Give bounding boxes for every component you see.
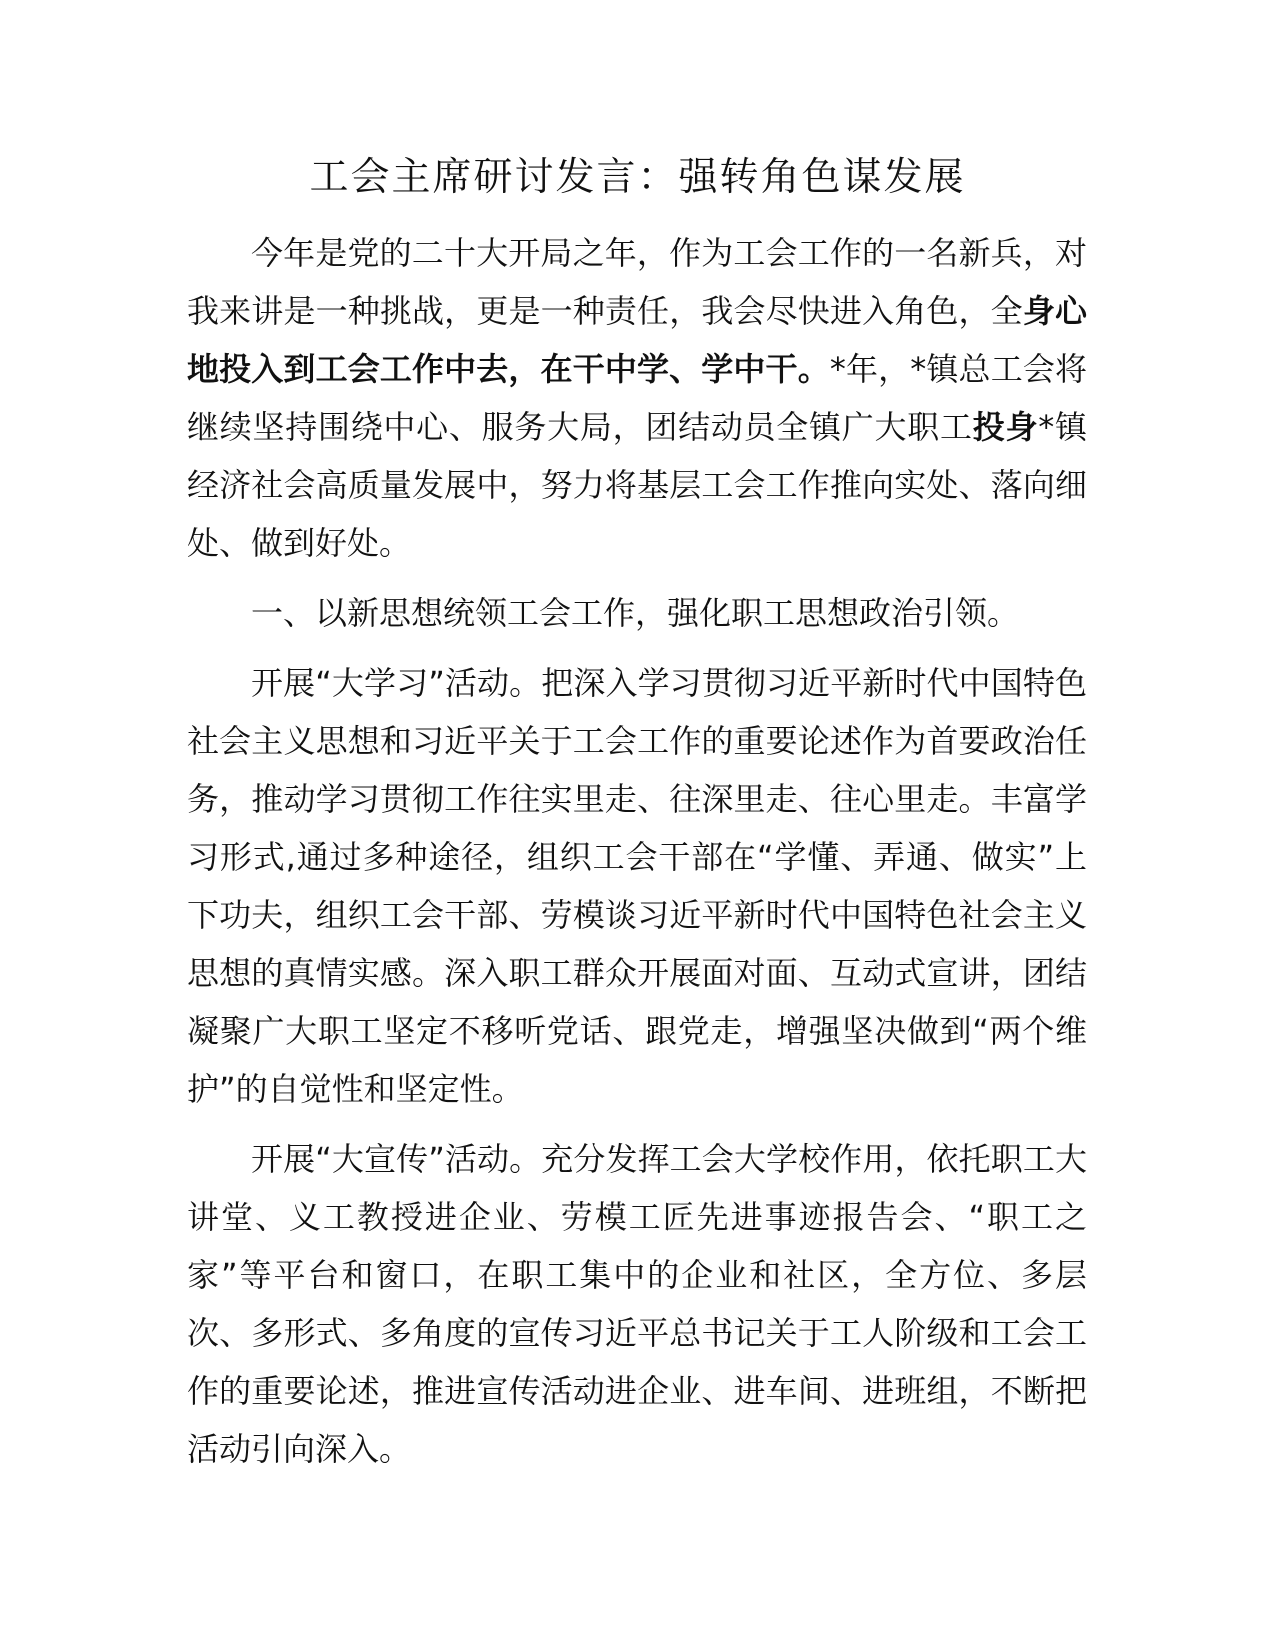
intro-text-3: *镇经济社会高质量发展中，努力将基层工会工作推向实处、落向细处、做到好处。 <box>187 408 1087 562</box>
document-title: 工会主席研讨发言：强转角色谋发展 <box>309 155 966 200</box>
document-body <box>187 224 1087 1478</box>
study-paragraph: 开展“大学习”活动。把深入学习贯彻习近平新时代中国特色社会主义思想和习近平关于工会工作的重要论述作为首要政治任务，推动学习贯彻工作往实里走、往深里走、往心里走。丰富学习形式,通过多种途径，组织工会干部在“学懂、弄通、做实”上下功夫，组织工会干部、劳模谈习近平新时代中国特色社会主义思想的真情实感。深入职工群众开展面对面、互动式宣讲，团结凝聚广大职工坚定不移听党话、跟党走，增强坚决做到“两个维护”的自觉性和坚定性。 <box>187 664 1087 1108</box>
intro-text-bold-2: 投身 <box>972 408 1039 446</box>
intro-paragraph <box>187 224 1087 572</box>
publicity-paragraph: 开展“大宣传”活动。充分发挥工会大学校作用，依托职工大讲堂、义工教授进企业、劳模工匠先进事迹报告会、“职工之家”等平台和窗口，在职工集中的企业和社区，全方位、多层次、多形式、多角度的宣传习近平总书记关于工人阶级和工会工作的重要论述，推进宣传活动进企业、进车间、进班组，不断把活动引向深入。 <box>187 1140 1087 1468</box>
section-heading: 一、以新思想统领工会工作，强化职工思想政治引领。 <box>251 594 1020 632</box>
intro-text-bold-1: 身心地投入到工会工作中去，在干中学、学中干。 <box>187 292 1087 388</box>
intro-text-2: *年，*镇总工会将继续坚持围绕中心、服务大局，团结动员全镇广大职工 <box>187 350 1087 446</box>
intro-text-1: 今年是党的二十大开局之年，作为工会工作的一名新兵，对我来讲是一种挑战，更是一种责任，我会尽快进入角色，全 <box>187 234 1087 330</box>
